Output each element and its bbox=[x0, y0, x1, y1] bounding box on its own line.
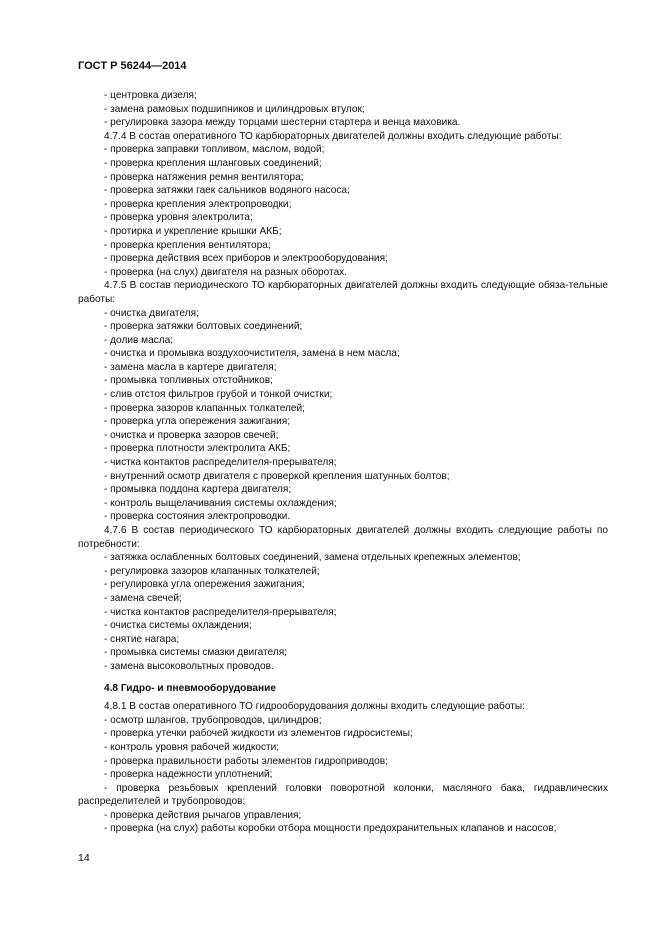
list-item: - очистка двигателя; bbox=[104, 307, 199, 319]
paragraph: 4.8.1 В состав оперативного ТО гидрооборудования должны входить следующие работы: bbox=[104, 701, 525, 713]
list-item: - затяжка ослабленных болтовых соединений, замена отдельных крепежных элементов; bbox=[104, 552, 521, 564]
paragraph: 4.7.5 В состав периодического ТО карбюраторных двигателей должны входить следующие обяза-тельные работы: bbox=[78, 280, 608, 305]
list-item: - снятие нагара; bbox=[104, 633, 180, 645]
list-item: - проверка действия рычагов управления; bbox=[104, 809, 302, 821]
list-item: - чистка контактов распределителя-прерывателя; bbox=[104, 457, 337, 469]
document-header: ГОСТ Р 56244—2014 bbox=[78, 60, 187, 72]
list-item: - осмотр шлангов, трубопроводов, цилиндров; bbox=[104, 714, 322, 726]
list-item: - чистка контактов распределителя-прерывателя; bbox=[104, 606, 337, 618]
list-item: - протирка и укрепление крышки АКБ; bbox=[104, 225, 282, 237]
list-item: - очистка системы охлаждения; bbox=[104, 620, 252, 632]
list-item: - промывка поддона картера двигателя; bbox=[104, 484, 292, 496]
list-item: - внутренний осмотр двигателя с проверкой крепления шатунных болтов; bbox=[104, 470, 450, 482]
list-item: - проверка натяжения ремня вентилятора; bbox=[104, 171, 304, 183]
section-heading: 4.8 Гидро- и пневмооборудование bbox=[104, 682, 276, 694]
list-item: - контроль выщелачивания системы охлаждения; bbox=[104, 497, 337, 509]
list-item: - проверка затяжки болтовых соединений; bbox=[104, 321, 303, 333]
list-item: - контроль уровня рабочей жидкости; bbox=[104, 741, 280, 753]
list-item: - замена рамовых подшипников и цилиндровых втулок; bbox=[104, 103, 365, 115]
list-item: - замена масла в картере двигателя; bbox=[104, 361, 277, 373]
list-item: - промывка топливных отстойников; bbox=[104, 375, 273, 387]
list-item: - проверка действия всех приборов и электрооборудования; bbox=[104, 253, 388, 265]
list-item: - долив масла; bbox=[104, 334, 174, 346]
list-item: - центровка дизеля; bbox=[104, 90, 197, 101]
paragraph: 4.7.4 В состав оперативного ТО карбюраторных двигателей должны входить следующие работы: bbox=[104, 130, 562, 142]
list-item: - проверка заправки топливом, маслом, водой; bbox=[104, 144, 325, 156]
list-item: - проверка крепления вентилятора; bbox=[104, 239, 271, 251]
list-item: - слив отстоя фильтров грубой и тонкой очистки; bbox=[104, 389, 333, 401]
list-item: - проверка состояния электропроводки. bbox=[104, 511, 291, 523]
list-item: - проверка (на слух) двигателя на разных оборотах. bbox=[104, 266, 348, 278]
list-item: - проверка утечки рабочей жидкости из элементов гидросистемы; bbox=[104, 728, 413, 740]
list-item: - проверка крепления электропроводки; bbox=[104, 198, 292, 210]
list-item: - проверка затяжки гаек сальников водяного насоса; bbox=[104, 185, 350, 197]
list-item: - проверка (на слух) работы коробки отбора мощности предохранительных клапанов и насосов; bbox=[104, 823, 557, 835]
list-item: - проверка зазоров клапанных толкателей; bbox=[104, 402, 305, 414]
list-item: - проверка правильности работы элементов гидроприводов; bbox=[104, 755, 388, 767]
list-item: - регулировка зазоров клапанных толкателей; bbox=[104, 565, 320, 577]
list-item: - проверка крепления шланговых соединений; bbox=[104, 157, 322, 169]
list-item: - замена высоковольтных проводов. bbox=[104, 660, 274, 672]
list-item: - проверка уровня электролита; bbox=[104, 212, 253, 224]
list-item: - проверка плотности электролита АКБ; bbox=[104, 443, 291, 455]
list-item: - проверка надежности уплотнений; bbox=[104, 769, 273, 781]
list-item: - замена свечей; bbox=[104, 592, 182, 604]
list-item: - промывка системы смазки двигателя; bbox=[104, 647, 287, 659]
paragraph: - проверка резьбовых креплений головки поворотной колонки, масляного бака, гидравлических распределителей и трубопроводов; bbox=[78, 782, 608, 808]
list-item: - проверка угла опережения зажигания; bbox=[104, 416, 291, 428]
document-body bbox=[78, 89, 608, 836]
list-item: - очистка и проверка зазоров свечей; bbox=[104, 429, 279, 441]
paragraph: 4.7.6 В состав периодического ТО карбюраторных двигателей должны входить следующие работы по потребности: bbox=[78, 525, 608, 550]
page-number: 14 bbox=[78, 852, 90, 864]
list-item: - очистка и промывка воздухоочистителя, замена в нем масла; bbox=[104, 348, 400, 360]
list-item: - регулировка угла опережения зажигания; bbox=[104, 579, 305, 591]
list-item: - регулировка зазора между торцами шестерни стартера и венца маховика. bbox=[104, 117, 461, 129]
